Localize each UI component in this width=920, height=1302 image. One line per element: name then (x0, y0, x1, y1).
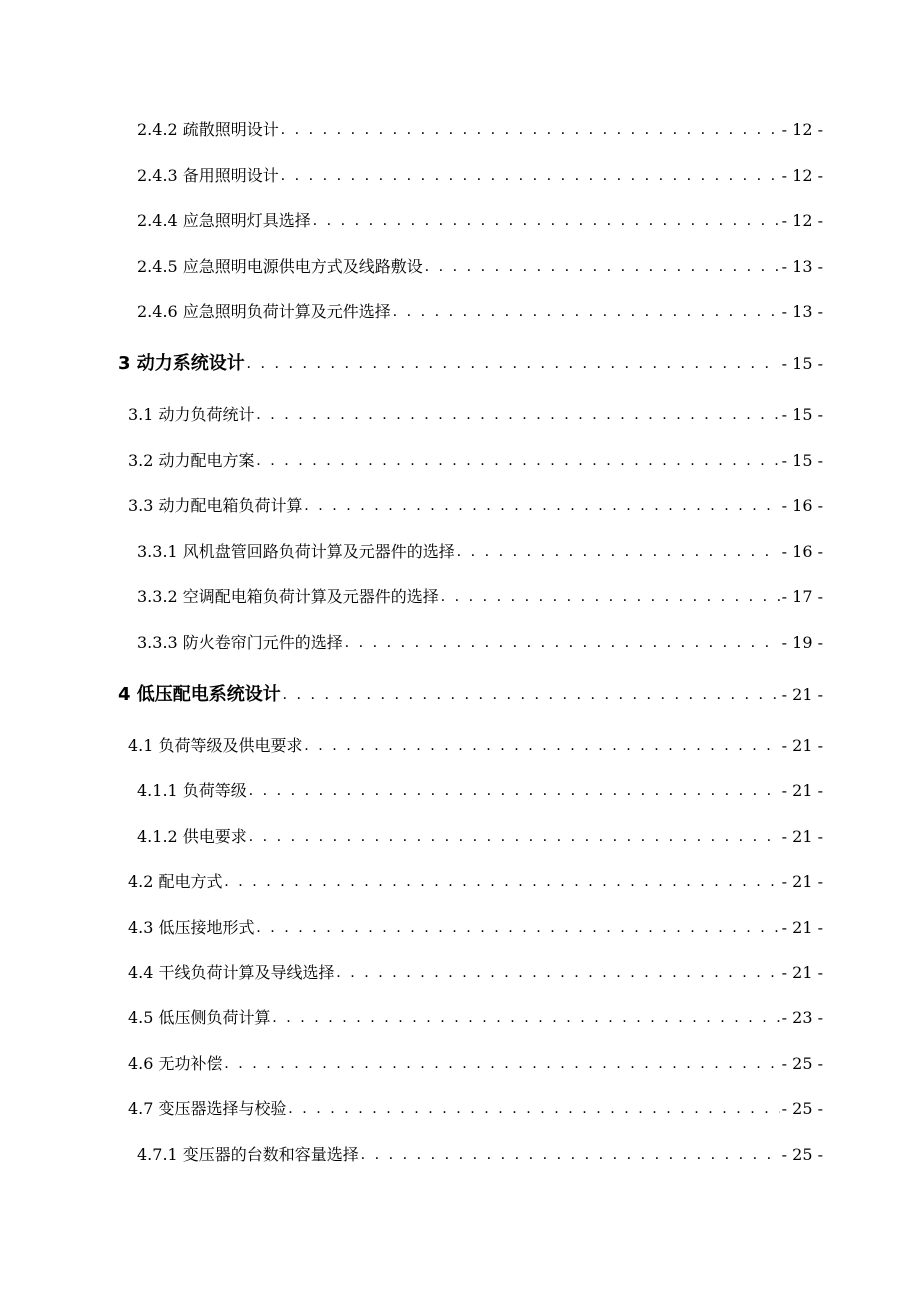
toc-dot-leader (249, 781, 780, 801)
toc-entry-label: 3 动力系统设计 (118, 353, 245, 374)
toc-entry-label: 2.4.5 应急照明电源供电方式及线路敷设 (137, 257, 423, 276)
toc-entry-page: - 15 - (781, 405, 823, 424)
toc-entry-4-4[interactable] (128, 953, 823, 983)
toc-entry-3-3-2[interactable] (137, 577, 823, 607)
toc-entry-page: - 25 - (781, 1099, 823, 1118)
toc-chapter-3[interactable] (118, 344, 823, 374)
toc-entry-label: 3.3.2 空调配电箱负荷计算及元器件的选择 (137, 587, 439, 606)
toc-dot-leader (257, 451, 780, 471)
toc-entry-label: 2.4.3 备用照明设计 (137, 166, 279, 185)
toc-dot-leader (337, 963, 780, 983)
toc-entry-3-3-1[interactable] (137, 532, 823, 562)
toc-dot-leader (289, 1099, 780, 1119)
toc-entry-label: 4.1.1 负荷等级 (137, 781, 247, 800)
toc-entry-label: 4.1 负荷等级及供电要求 (128, 736, 303, 755)
toc-dot-leader (257, 918, 780, 938)
toc-entry-label: 4.7 变压器选择与校验 (128, 1099, 287, 1118)
toc-entry-page: - 21 - (781, 736, 823, 755)
toc-dot-leader (345, 633, 780, 653)
toc-entry-4-7[interactable] (128, 1089, 823, 1119)
toc-dot-leader (273, 1008, 780, 1028)
toc-entry-4-6[interactable] (128, 1044, 823, 1074)
toc-dot-leader (283, 685, 780, 705)
toc-entry-2-4-4[interactable] (137, 201, 823, 231)
toc-entry-label: 4.7.1 变压器的台数和容量选择 (137, 1145, 359, 1164)
toc-dot-leader (281, 166, 780, 186)
toc-entry-page: - 13 - (781, 302, 823, 321)
toc-dot-leader (441, 587, 780, 607)
toc-dot-leader (305, 496, 780, 516)
toc-entry-4-2[interactable] (128, 862, 823, 892)
toc-entry-3-3[interactable] (128, 486, 823, 516)
toc-entry-label: 4.5 低压侧负荷计算 (128, 1008, 271, 1027)
toc-entry-label: 2.4.2 疏散照明设计 (137, 120, 279, 139)
toc-entry-label: 4.4 干线负荷计算及导线选择 (128, 963, 335, 982)
toc-entry-4-3[interactable] (128, 908, 823, 938)
toc-entry-page: - 21 - (781, 685, 823, 704)
toc-entry-label: 3.3.3 防火卷帘门元件的选择 (137, 633, 343, 652)
toc-entry-page: - 21 - (781, 872, 823, 891)
toc-entry-label: 4 低压配电系统设计 (118, 684, 281, 705)
toc-entry-page: - 15 - (781, 354, 823, 373)
toc-entry-label: 3.2 动力配电方案 (128, 451, 255, 470)
toc-entry-4-1[interactable] (128, 726, 823, 756)
toc-entry-label: 4.3 低压接地形式 (128, 918, 255, 937)
toc-entry-label: 3.3 动力配电箱负荷计算 (128, 496, 303, 515)
toc-entry-page: - 12 - (781, 211, 823, 230)
toc-entry-page: - 16 - (781, 542, 823, 561)
toc-entry-2-4-5[interactable] (137, 247, 823, 277)
toc-entry-page: - 21 - (781, 963, 823, 982)
toc-entry-4-1-1[interactable] (137, 771, 823, 801)
toc-entry-label: 4.2 配电方式 (128, 872, 223, 891)
toc-entry-page: - 12 - (781, 166, 823, 185)
toc-entry-label: 3.3.1 风机盘管回路负荷计算及元器件的选择 (137, 542, 455, 561)
toc-entry-2-4-6[interactable] (137, 292, 823, 322)
toc-entry-3-3-3[interactable] (137, 623, 823, 653)
toc-entry-page: - 13 - (781, 257, 823, 276)
toc-entry-4-7-1[interactable] (137, 1135, 823, 1165)
toc-dot-leader (425, 257, 780, 277)
toc-entry-page: - 12 - (781, 120, 823, 139)
toc-dot-leader (225, 1054, 780, 1074)
toc-entry-4-1-2[interactable] (137, 817, 823, 847)
toc-entry-page: - 21 - (781, 781, 823, 800)
toc-entry-2-4-3[interactable] (137, 156, 823, 186)
toc-dot-leader (305, 736, 780, 756)
toc-dot-leader (281, 120, 780, 140)
toc-dot-leader (457, 542, 780, 562)
toc-entry-page: - 21 - (781, 918, 823, 937)
toc-entry-page: - 23 - (781, 1008, 823, 1027)
toc-dot-leader (361, 1145, 780, 1165)
toc-entry-page: - 21 - (781, 827, 823, 846)
toc-dot-leader (249, 827, 780, 847)
toc-dot-leader (257, 405, 780, 425)
toc-dot-leader (247, 354, 780, 374)
toc-entry-page: - 25 - (781, 1145, 823, 1164)
toc-entry-page: - 19 - (781, 633, 823, 652)
toc-entry-label: 4.6 无功补偿 (128, 1054, 223, 1073)
toc-entry-label: 2.4.4 应急照明灯具选择 (137, 211, 311, 230)
toc-entry-label: 3.1 动力负荷统计 (128, 405, 255, 424)
toc-entry-page: - 16 - (781, 496, 823, 515)
toc-entry-3-1[interactable] (128, 395, 823, 425)
toc-entry-label: 2.4.6 应急照明负荷计算及元件选择 (137, 302, 391, 321)
toc-entry-label: 4.1.2 供电要求 (137, 827, 247, 846)
toc-entry-page: - 17 - (781, 587, 823, 606)
toc-entry-3-2[interactable] (128, 441, 823, 471)
toc-entry-4-5[interactable] (128, 998, 823, 1028)
toc-dot-leader (393, 302, 780, 322)
toc-entry-2-4-2[interactable] (137, 110, 823, 140)
toc-entry-page: - 15 - (781, 451, 823, 470)
toc-entry-page: - 25 - (781, 1054, 823, 1073)
toc-dot-leader (225, 872, 780, 892)
toc-chapter-4[interactable] (118, 675, 823, 705)
toc-dot-leader (313, 211, 780, 231)
